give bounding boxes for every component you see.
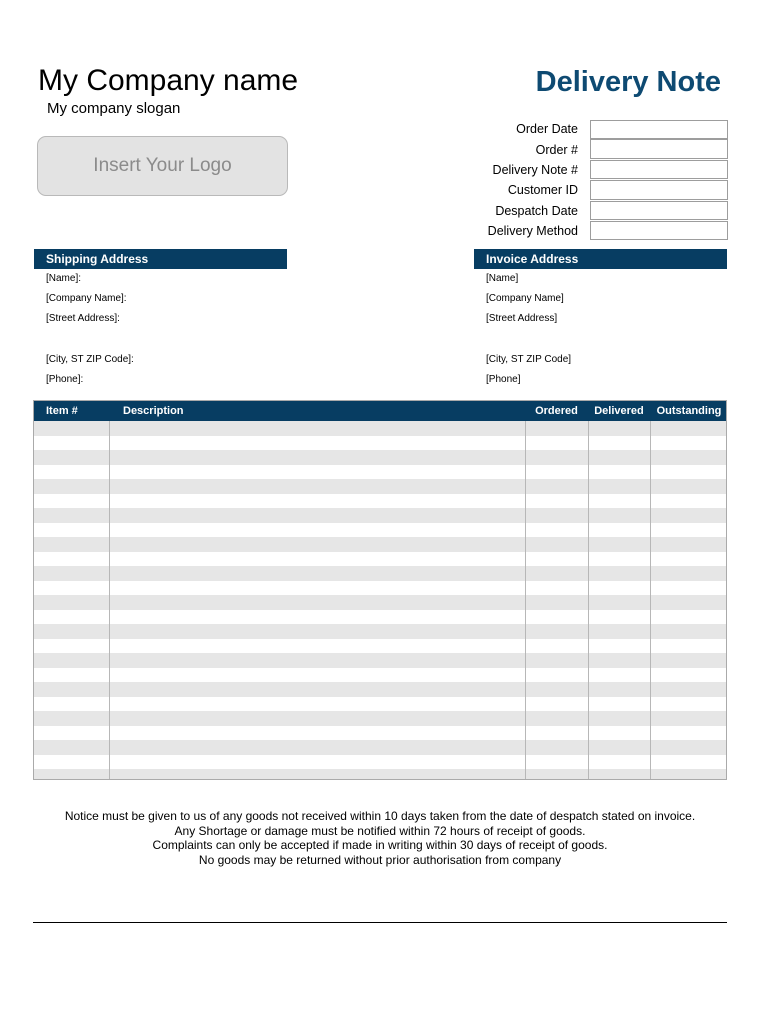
customer-id-field[interactable] <box>590 180 728 199</box>
column-header-item: Item # <box>46 405 78 417</box>
logo-placeholder[interactable] <box>37 136 288 196</box>
column-divider <box>525 401 526 779</box>
column-divider <box>109 401 110 779</box>
order-number-label: Order # <box>535 142 578 157</box>
table-row[interactable] <box>34 421 726 436</box>
company-slogan: My company slogan <box>47 100 181 117</box>
column-divider <box>650 401 651 779</box>
logo-placeholder-text: Insert Your Logo <box>93 155 232 176</box>
order-details <box>430 119 728 241</box>
order-date-label: Order Date <box>516 122 578 137</box>
notice-line: Notice must be given to us of any goods not received within 10 days taken from the date of despatch stated on invoice. <box>64 809 696 823</box>
table-row[interactable] <box>34 450 726 465</box>
despatch-date-field[interactable] <box>590 201 728 220</box>
despatch-date-label: Despatch Date <box>495 203 578 218</box>
column-header-description: Description <box>123 405 184 417</box>
customer-id-row <box>430 180 728 200</box>
delivery-note-number-field[interactable] <box>590 160 728 179</box>
delivery-note-number-label: Delivery Note # <box>492 162 578 177</box>
column-header-outstanding: Outstanding <box>656 405 722 417</box>
order-number-field[interactable] <box>590 139 728 158</box>
delivery-method-row <box>430 221 728 241</box>
invoice-address-heading: Invoice Address <box>474 249 727 269</box>
table-row[interactable] <box>34 595 726 610</box>
company-name: My Company name <box>38 64 299 97</box>
customer-id-label: Customer ID <box>507 183 578 198</box>
notice-line: Any Shortage or damage must be notified within 72 hours of receipt of goods. <box>174 823 586 838</box>
invoice-company[interactable]: [Company Name] <box>486 293 564 304</box>
table-row[interactable] <box>34 740 726 755</box>
notice-line: No goods may be returned without prior authorisation from company <box>198 852 562 867</box>
shipping-name[interactable]: [Name]: <box>46 273 82 284</box>
items-table <box>33 400 727 780</box>
table-row[interactable] <box>34 479 726 494</box>
notice-line: Complaints can only be accepted if made in writing within 30 days of receipt of goods. <box>152 838 608 853</box>
shipping-street[interactable]: [Street Address]: <box>46 313 120 324</box>
table-row[interactable] <box>34 566 726 581</box>
delivery-note-number-row <box>430 160 728 180</box>
invoice-address <box>474 249 727 389</box>
shipping-phone[interactable]: [Phone]: <box>46 374 84 385</box>
table-row[interactable] <box>34 537 726 552</box>
table-row[interactable] <box>34 769 726 780</box>
shipping-address-heading: Shipping Address <box>34 249 287 269</box>
invoice-street[interactable]: [Street Address] <box>486 313 558 324</box>
order-number-row <box>430 139 728 159</box>
delivery-method-field[interactable] <box>590 221 728 240</box>
table-row[interactable] <box>34 508 726 523</box>
invoice-city[interactable]: [City, ST ZIP Code] <box>486 354 572 365</box>
order-date-field[interactable] <box>590 120 728 139</box>
column-header-ordered: Ordered <box>535 405 578 417</box>
footer-divider <box>33 922 727 923</box>
invoice-name[interactable]: [Name] <box>486 273 519 284</box>
table-row[interactable] <box>34 624 726 639</box>
delivery-method-label: Delivery Method <box>487 224 578 239</box>
despatch-date-row <box>430 201 728 221</box>
order-date-row <box>430 119 728 139</box>
document-title: Delivery Note <box>535 66 721 98</box>
shipping-company[interactable]: [Company Name]: <box>46 293 127 304</box>
invoice-phone[interactable]: [Phone] <box>486 374 521 385</box>
table-header <box>34 401 726 421</box>
column-header-delivered: Delivered <box>594 405 644 417</box>
notice-text <box>0 809 760 867</box>
table-row[interactable] <box>34 653 726 668</box>
table-row[interactable] <box>34 682 726 697</box>
shipping-city[interactable]: [City, ST ZIP Code]: <box>46 354 134 365</box>
column-divider <box>588 401 589 779</box>
table-row[interactable] <box>34 711 726 726</box>
shipping-address <box>34 249 287 389</box>
